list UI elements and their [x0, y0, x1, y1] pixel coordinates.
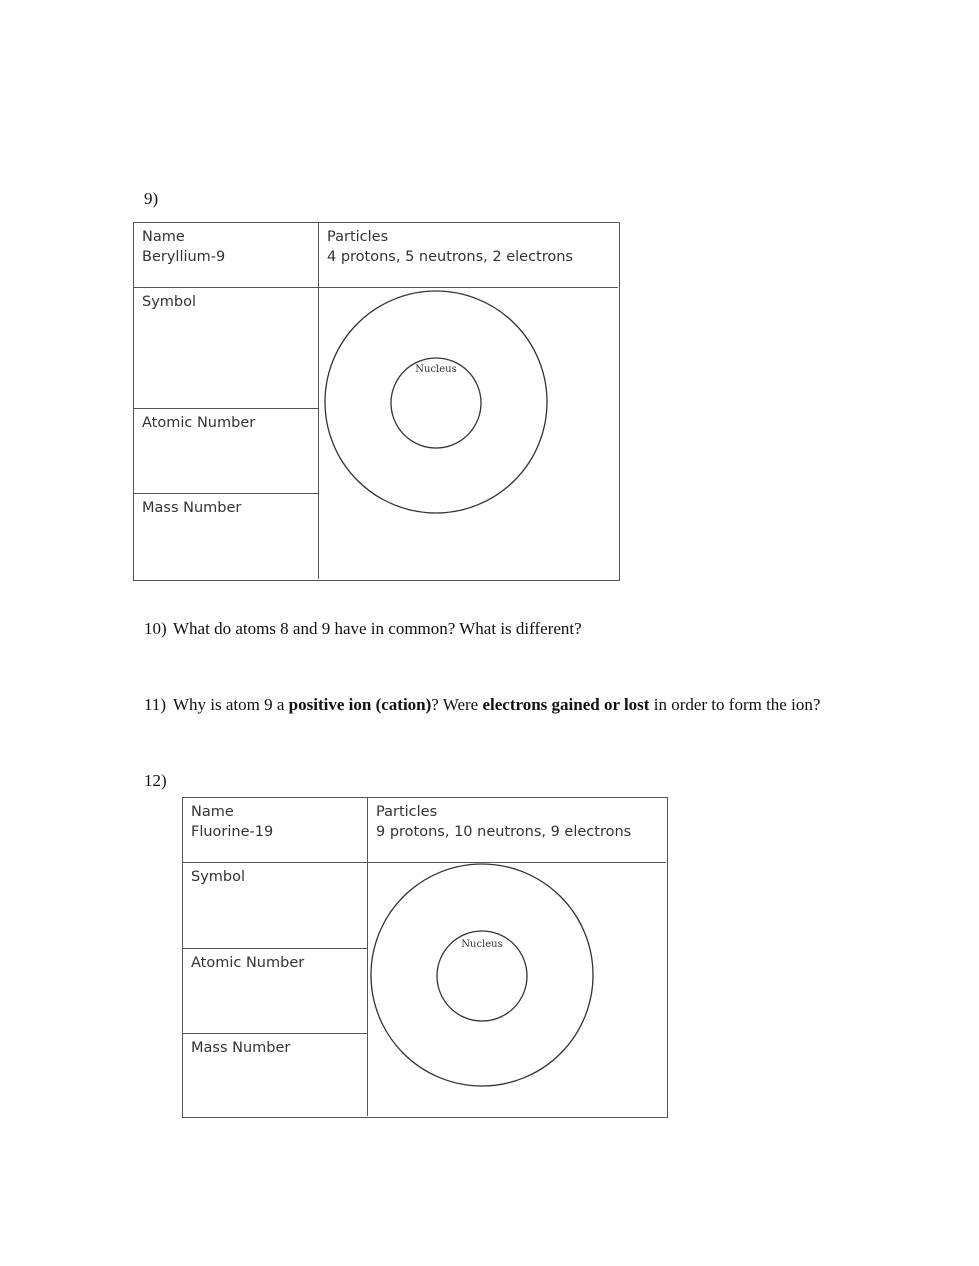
- nucleus-label: Nucleus: [415, 364, 457, 375]
- nucleus-label: Nucleus: [461, 939, 503, 950]
- question-10-text: What do atoms 8 and 9 have in common? What is different?: [173, 619, 582, 638]
- mass-number-cell[interactable]: [183, 1034, 367, 1116]
- symbol-cell[interactable]: [134, 288, 318, 408]
- particles-cell[interactable]: [319, 223, 619, 287]
- atomic-number-label: Atomic Number: [142, 415, 256, 431]
- bohr-diagram[interactable]: [368, 863, 666, 1116]
- mass-number-cell[interactable]: [134, 494, 318, 579]
- mass-number-label: Mass Number: [191, 1040, 291, 1056]
- question-12-number: 12): [144, 771, 167, 790]
- particles-label: Particles: [327, 229, 389, 245]
- particles-cell[interactable]: [368, 798, 666, 862]
- atomic-number-label: Atomic Number: [191, 955, 305, 971]
- name-cell[interactable]: [134, 223, 318, 287]
- question-11: [144, 693, 864, 717]
- question-10: [144, 617, 864, 641]
- question-11-text-part: ? Were: [431, 695, 483, 714]
- question-11-number: 11): [144, 695, 167, 714]
- name-label: Name: [142, 229, 185, 245]
- question-9-number: 9): [144, 189, 159, 208]
- particles-value: 9 protons, 10 neutrons, 9 electrons: [376, 824, 632, 840]
- question-11-emphasis-cation: positive ion (cation): [288, 695, 432, 714]
- question-11-text: [173, 693, 864, 717]
- question-11-text-part: in order to form the ion?: [649, 695, 821, 714]
- question-11-text-part: Why is atom 9 a: [173, 695, 289, 714]
- question-11-emphasis-electrons: electrons gained or lost: [482, 695, 650, 714]
- name-value: Fluorine-19: [191, 824, 274, 840]
- electron-shell[interactable]: [371, 864, 593, 1086]
- question-10-number: 10): [144, 619, 167, 638]
- name-cell[interactable]: [183, 798, 367, 862]
- atom-card-fluorine: [182, 797, 668, 1118]
- atom-card-beryllium: [133, 222, 620, 581]
- symbol-cell[interactable]: [183, 863, 367, 948]
- atomic-number-cell[interactable]: [134, 409, 318, 493]
- mass-number-label: Mass Number: [142, 500, 242, 516]
- particles-label: Particles: [376, 804, 438, 820]
- symbol-label: Symbol: [191, 869, 246, 885]
- particles-value: 4 protons, 5 neutrons, 2 electrons: [327, 249, 573, 265]
- electron-shell[interactable]: [325, 291, 547, 513]
- name-label: Name: [191, 804, 234, 820]
- bohr-diagram[interactable]: [319, 288, 618, 579]
- name-value: Beryllium-9: [142, 249, 226, 265]
- atomic-number-cell[interactable]: [183, 949, 367, 1033]
- symbol-label: Symbol: [142, 294, 197, 310]
